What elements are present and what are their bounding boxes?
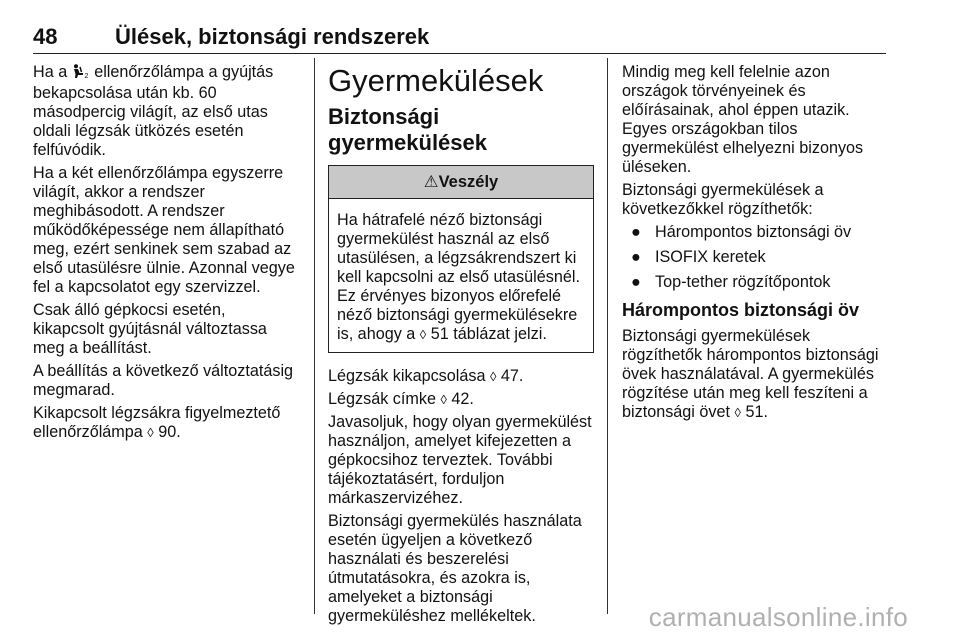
chapter-title: Ülések, biztonsági rendszerek [115, 24, 430, 49]
svg-text:2: 2 [84, 73, 89, 79]
column-2 [328, 63, 594, 630]
cross-reference-icon: ◊ [489, 369, 497, 384]
column-divider-2 [607, 58, 608, 614]
page-reference-link[interactable]: 51. [745, 403, 768, 421]
danger-warning-box [328, 165, 594, 353]
cross-reference-icon: ◊ [734, 405, 741, 420]
warning-title: Veszély [438, 173, 499, 191]
paragraph-recommendation: Javasoljuk, hogy olyan gyermekülést használjon, amelyet kifejezetten a gépkocsihoz terveztek. További tájékoztatásért, forduljon márkaszervizéhez. [328, 413, 592, 507]
paragraph-change-setting: Csak álló gépkocsi esetén, kikapcsolt gyújtásnál változtassa meg a beállítást. [33, 301, 267, 357]
passenger-airbag-lamp-icon [72, 64, 90, 84]
paragraph-local-laws: Mindig meg kell felelnie azon országok törvényeinek és előírásainak, ahol éppen utazik. Egyes országokban tilos gyermekülést elhelyezni bizonyos üléseken. [622, 63, 864, 176]
page-header [33, 24, 886, 54]
warning-triangle-icon: ⚠ [423, 173, 439, 191]
paragraph-three-point-belt: Biztonsági gyermekülések rögzíthetők hárompontos biztonsági övek használatával. A gyermekülés rögzítése után meg kell feszíteni a biztonsági övet ◊ 51. [622, 327, 879, 421]
three-point-belt-heading: Hárompontos biztonsági öv [622, 300, 860, 320]
page-number: 48 [33, 24, 58, 49]
paragraph-deactivation-lamp: Kikapcsolt légzsákra figyelmeztető ellenőrzőlámpa ◊ 90. [33, 404, 281, 441]
warning-body: Ha hátrafelé néző biztonsági gyermekülést használ az első utasülésen, a légzsákrendszert ki kell kapcsolni az első utasülésnél. Ez érvényes bizonyos előrefelé néző biztonsági gyermekülésekre is, ahogy a ◊ 51 táblázat jelzi. [337, 211, 580, 343]
cross-reference-icon: ◊ [419, 327, 427, 342]
column-1 [33, 63, 301, 446]
paragraph-airbag-deactivation-ref: Légzsák kikapcsolása ◊ 47. [328, 367, 524, 385]
bullet-icon: ● [631, 248, 641, 266]
page-reference-link[interactable]: 90. [158, 423, 181, 441]
cross-reference-icon: ◊ [147, 425, 154, 440]
paragraph-instructions: Biztonsági gyermekülés használata esetén ügyeljen a következő használati és beszerelési útmutatásokra, és azokra is, amelyeket a biztonsági gyermeküléshez mellékeltek. [328, 512, 582, 625]
column-divider-1 [314, 58, 315, 614]
paragraph-airbag-label-ref: Légzsák címke ◊ 42. [328, 390, 474, 408]
cross-reference-icon: ◊ [440, 392, 447, 407]
column-3 [622, 63, 887, 426]
paragraph-fixing-methods: Biztonsági gyermekülések a következőkkel rögzíthetők: [622, 181, 824, 218]
warning-header [329, 166, 593, 199]
paragraph-malfunction: Ha a két ellenőrzőlámpa egyszerre világít, akkor a rendszer meghibásodott. A rendszer működőképessége nem állapítható meg, ezért senkinek sem szabad az első utasülésre ülnie. Azonnal vegye fel a kapcsolatot egy szervizzel. [33, 164, 295, 296]
paragraph-setting-persists: A beállítás a következő változtatásig megmarad. [33, 362, 294, 399]
fixing-methods-list [622, 223, 887, 292]
page-reference-link[interactable]: 42. [451, 390, 474, 408]
bullet-icon: ● [631, 273, 641, 291]
subsection-title: Biztonsági gyermekülések [328, 104, 487, 155]
section-title: Gyermekülések [328, 63, 544, 98]
page-reference-link[interactable]: 51 táblázat jelzi. [430, 325, 547, 343]
paragraph-airbag-lamp: Ha a 2 ellenőrzőlámpa a gyújtás bekapcsolása után kb. 60 másodpercig világít, az első utas oldali légzsák ütközés esetén felfúvódik. [33, 63, 274, 159]
list-item: ● Hárompontos biztonsági öv [631, 223, 852, 241]
bullet-icon: ● [631, 223, 641, 241]
page-reference-link[interactable]: 47. [500, 367, 524, 385]
list-item: ● Top-tether rögzítőpontok [631, 273, 831, 291]
watermark: carmanualsonline.info [648, 602, 908, 632]
list-item: ● ISOFIX keretek [631, 248, 766, 266]
